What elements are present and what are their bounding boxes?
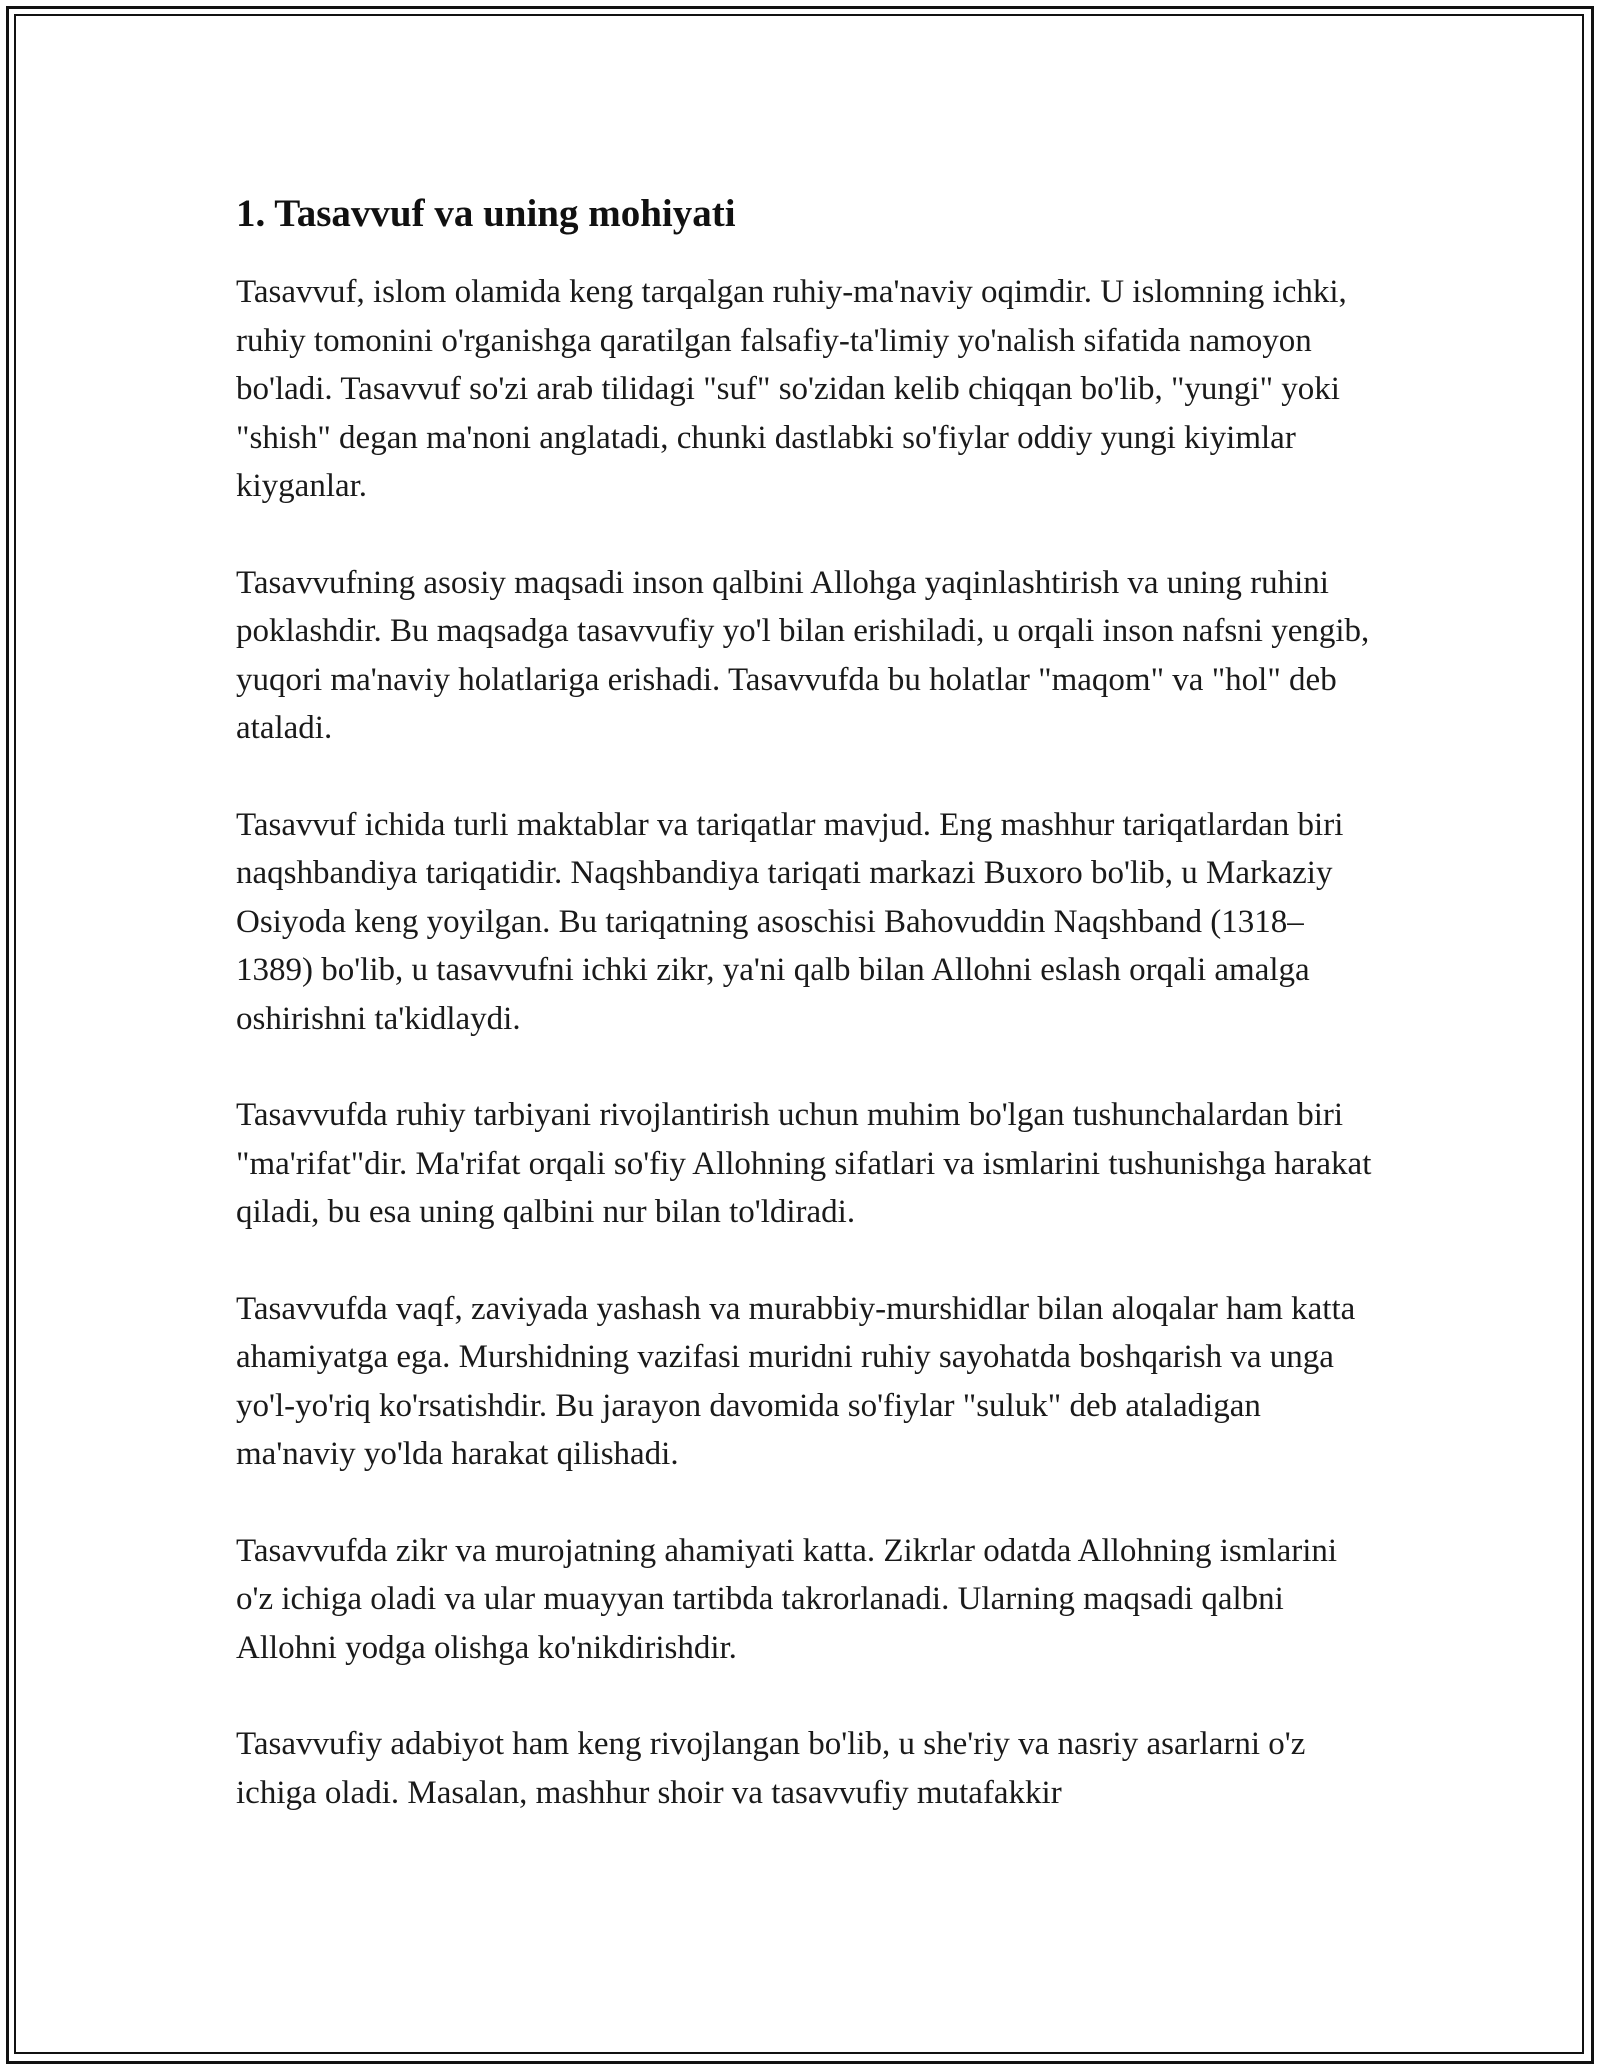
- section-title: 1. Tasavvuf va uning mohiyati: [236, 192, 736, 235]
- paragraph-4: Tasavvufda ruhiy tarbiyani rivojlantirish uchun muhim bo'lgan tushunchalardan biri "ma'rifat"dir. Ma'rifat orqali so'fiy Allohning sifatlari va ismlarini tushunishga harakat qiladi, bu esa uning qalbini nur bilan to'ldiradi.: [236, 1097, 1372, 1230]
- paragraph-7: Tasavvufiy adabiyot ham keng rivojlangan bo'lib, u she'riy va nasriy asarlarni o'z ichiga oladi. Masalan, mashhur shoir va tasavvufiy mutafakkir: [236, 1726, 1306, 1811]
- paragraph-6: Tasavvufda zikr va murojatning ahamiyati katta. Zikrlar odatda Allohning ismlarini o'z ichiga oladi va ular muayyan tartibda takrorlanadi. Ularning maqsadi qalbni Allohni yodga olishga ko'nikdirishdir.: [236, 1532, 1338, 1666]
- paragraph-1: Tasavvuf, islom olamida keng tarqalgan ruhiy-ma'naviy oqimdir. U islomning ichki, ruhiy tomonini o'rganishga qaratilgan falsafiy-ta'limiy yo'nalish sifatida namoyon bo'ladi. Tasavvuf so'zi arab tilidagi "suf" so'zidan kelib chiqqan bo'lib, "yungi" yoki "shish" degan ma'noni anglatadi, chunki dastlabki so'fiylar oddiy yungi kiyimlar kiyganlar.: [236, 274, 1347, 504]
- paragraph-2: Tasavvufning asosiy maqsadi inson qalbini Allohga yaqinlashtirish va uning ruhini poklashdir. Bu maqsadga tasavvufiy yo'l bilan erishiladi, u orqali inson nafsni yengib, yuqori ma'naviy holatlariga erishadi. Tasavvufda bu holatlar "maqom" va "hol" deb ataladi.: [236, 564, 1370, 746]
- paragraph-3: Tasavvuf ichida turli maktablar va tariqatlar mavjud. Eng mashhur tariqatlardan biri naqshbandiya tariqatidir. Naqshbandiya tariqati markazi Buxoro bo'lib, u Markaziy Osiyoda keng yoyilgan. Bu tariqatning asoschisi Bahovuddin Naqshband (1318–1389) bo'lib, u tasavvufni ichki zikr, ya'ni qalb bilan Allohni eslash orqali amalga oshirishni ta'kidlaydi.: [236, 806, 1344, 1037]
- document-body: [236, 186, 1376, 1865]
- paragraph-5: Tasavvufda vaqf, zaviyada yashash va murabbiy-murshidlar bilan aloqalar ham katta ahamiyatga ega. Murshidning vazifasi muridni ruhiy sayohatda boshqarish va unga yo'l-yo'riq ko'rsatishdir. Bu jarayon davomida so'fiylar "suluk" deb ataladigan ma'naviy yo'lda harakat qilishadi.: [236, 1290, 1356, 1472]
